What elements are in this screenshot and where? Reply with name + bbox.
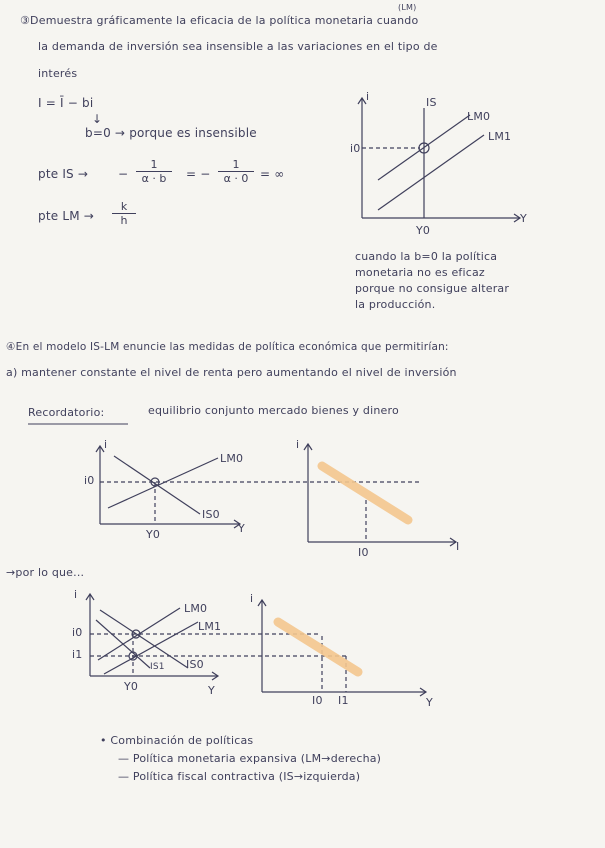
g1-y-axis-label: i	[104, 438, 108, 451]
ex3-title-line1: ③Demuestra gráficamente la eficacia de la política monetaria cuando	[20, 14, 419, 27]
lm1-label: LM1	[488, 130, 512, 143]
recordatorio-text: equilibrio conjunto mercado bienes y dinero	[148, 404, 399, 417]
g3-is1-label: IS1	[150, 662, 165, 672]
g1-i0-label: i0	[84, 474, 95, 487]
g3-y-axis-label: i	[74, 588, 78, 601]
g4-graph	[258, 600, 426, 696]
g1-lm0	[108, 458, 218, 508]
conclusion-line4: la producción.	[355, 298, 436, 311]
fraction-denominator: h	[112, 213, 136, 227]
conclusion-line3: porque no consigue alterar	[355, 282, 510, 295]
g2-i0-label: I0	[358, 546, 369, 559]
policy-item-1: — Política monetaria expansiva (LM→derecha)	[118, 752, 382, 765]
ex3-title-line2: la demanda de inversión sea insensible a las variaciones en el tipo de	[38, 40, 438, 53]
ex4-title: ④En el modelo IS-LM enuncie las medidas de política económica que permitirían:	[6, 341, 449, 353]
g1-is0-label: IS0	[202, 508, 220, 521]
por-lo-que: →por lo que...	[6, 566, 85, 579]
fraction-denominator: α · 0	[218, 171, 254, 185]
g2-x-axis-label: I	[456, 540, 460, 553]
g3-x-axis-label: Y	[208, 684, 215, 697]
pte-lm-label: pte LM →	[38, 209, 95, 223]
g4-x-axis-label: Y	[426, 696, 433, 709]
g3-is0-label: IS0	[186, 658, 204, 671]
g3-lm1-label: LM1	[198, 620, 222, 633]
policy-item-2: — Política fiscal contractiva (IS→izquierda)	[118, 770, 361, 783]
fraction-numerator: 1	[232, 158, 240, 171]
conclusion-line1: cuando la b=0 la política	[355, 250, 498, 263]
g2-y-axis-label: i	[296, 438, 300, 451]
g1-graph	[96, 446, 420, 528]
ex3-lm-note: (LM)	[398, 3, 417, 12]
ex3-graph	[358, 98, 520, 222]
i0-label: i0	[350, 142, 361, 155]
g3-i1-label: i1	[72, 648, 83, 661]
g2-graph	[304, 444, 456, 546]
b-zero-note: b=0 → porque es insensible	[85, 126, 257, 140]
ex3-title-line3: interés	[38, 67, 78, 80]
fraction-numerator: 1	[150, 158, 158, 171]
g3-lm0-label: LM0	[184, 602, 208, 615]
fraction-denominator: α · b	[136, 171, 172, 185]
investment-equation: I = Ī − bi	[38, 96, 94, 110]
fraction-numerator: k	[120, 200, 128, 213]
ex3-y-axis-label: i	[366, 90, 370, 103]
g3-y0-label: Y0	[124, 680, 139, 693]
g1-x-axis-label: Y	[238, 522, 245, 535]
g4-i0-label: I0	[312, 694, 323, 707]
lm0-label: LM0	[467, 110, 491, 123]
arrow-down-icon: ↓	[92, 112, 103, 126]
g3-is0	[100, 610, 188, 668]
ex4-part-a: a) mantener constante el nivel de renta pero aumentando el nivel de inversión	[6, 366, 457, 379]
pte-is-label: pte IS →	[38, 167, 89, 181]
ex3-x-axis-label: Y	[520, 212, 527, 225]
g4-y-axis-label: i	[250, 592, 254, 605]
pte-is-result: = ∞	[260, 167, 285, 181]
y0-label: Y0	[416, 224, 431, 237]
g1-y0-label: Y0	[146, 528, 161, 541]
g3-i0-label: i0	[72, 626, 83, 639]
recordatorio-label: Recordatorio:	[28, 406, 105, 419]
conclusion-line2: monetaria no es eficaz	[355, 266, 485, 279]
g4-investment-curve	[278, 622, 358, 672]
g3-is1	[96, 620, 150, 668]
pte-is-equals: = −	[186, 167, 211, 181]
pte-is-minus: −	[118, 167, 129, 181]
policy-bullet: • Combinación de políticas	[100, 734, 254, 747]
g1-lm0-label: LM0	[220, 452, 244, 465]
lm1-curve	[378, 135, 484, 210]
g2-investment-curve	[322, 466, 408, 520]
is-label: IS	[426, 96, 437, 109]
g4-i1-label: I1	[338, 694, 349, 707]
